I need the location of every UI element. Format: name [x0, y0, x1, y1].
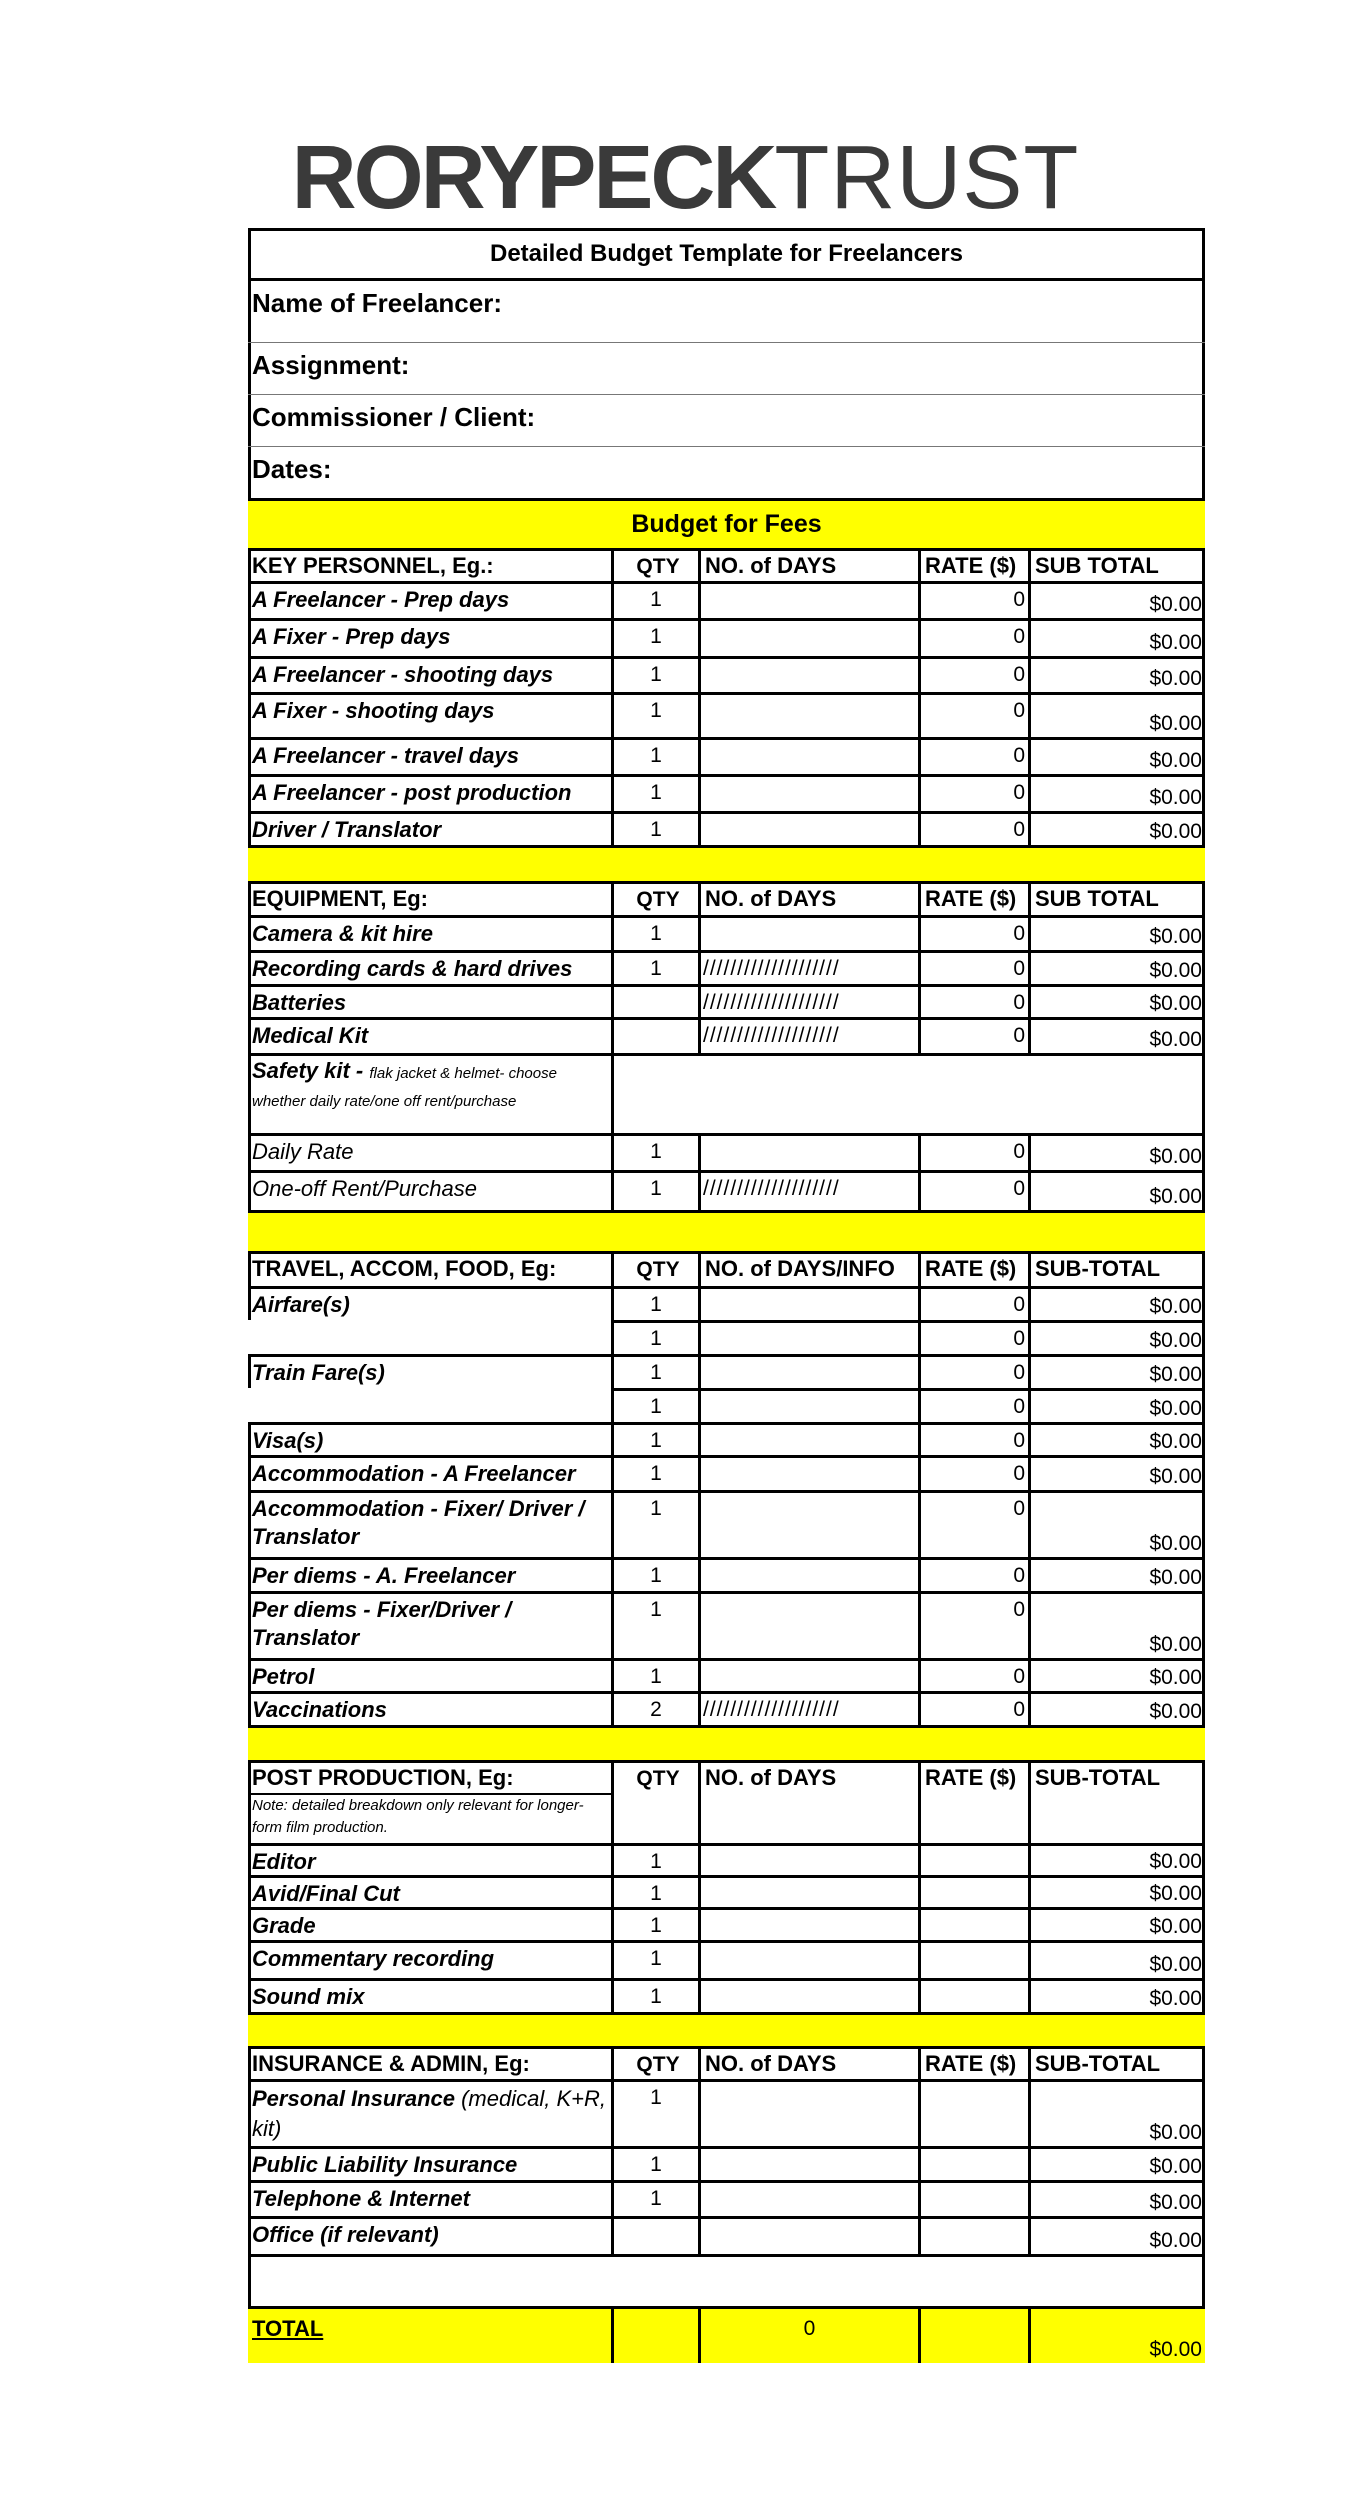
personnel-header-rate: RATE ($) [918, 551, 1028, 581]
subtotal-cell [1028, 1910, 1205, 1940]
rory-peck-trust-logo: RORYPECKTRUST [291, 128, 1080, 228]
equipment-header-subtotal: SUB TOTAL [1028, 884, 1205, 915]
table-row [248, 1455, 1205, 1490]
fees-header: Budget for Fees [631, 510, 822, 538]
days-cell[interactable] [698, 1981, 918, 2012]
qty-cell[interactable]: 1 [611, 918, 698, 950]
subtotal-value: $0.00 [1149, 1532, 1202, 1555]
subtotal-value: $0.00 [1149, 1295, 1202, 1318]
subtotal-value: $0.00 [1149, 2191, 1202, 2214]
table-row [248, 1354, 1205, 1388]
qty-cell[interactable]: 1 [611, 1981, 698, 2012]
subtotal-value: $0.00 [1149, 1465, 1202, 1488]
row-label [248, 1388, 611, 1422]
table-row [248, 2146, 1205, 2180]
row-label: Recording cards & hard drives [252, 956, 573, 981]
table-row [248, 984, 1205, 1017]
subtotal-cell [1028, 953, 1205, 984]
subtotal-cell [1028, 659, 1205, 692]
qty-cell[interactable]: 1 [611, 740, 698, 774]
qty-cell[interactable]: 1 [611, 1458, 698, 1490]
table-row [248, 811, 1205, 845]
subtotal-value: $0.00 [1149, 667, 1202, 690]
row-label: A Freelancer - post production [252, 780, 572, 805]
post-note: Note: detailed breakdown only relevant for longer-form film production. [252, 1797, 584, 1836]
form-field-label: Name of Freelancer: [252, 288, 502, 318]
qty-cell[interactable]: 1 [611, 1173, 698, 1210]
subtotal-cell [1028, 1981, 1205, 2012]
qty-cell[interactable]: 1 [611, 1289, 698, 1320]
row-label: Train Fare(s) [252, 1360, 385, 1385]
qty-cell[interactable]: 1 [611, 584, 698, 618]
qty-cell[interactable]: 1 [611, 1323, 698, 1354]
subtotal-value: $0.00 [1149, 786, 1202, 809]
safety-kit-blank [611, 1056, 1205, 1133]
days-cell[interactable] [698, 777, 918, 811]
rate-cell[interactable] [918, 2219, 1028, 2254]
total-subtotal [1028, 2309, 1205, 2363]
table-row [248, 581, 1205, 618]
subtotal-cell [1028, 740, 1205, 774]
table-row [248, 1907, 1205, 1940]
personnel-header-days: NO. of DAYS [698, 551, 918, 581]
subtotal-value: $0.00 [1149, 2229, 1202, 2252]
days-cell[interactable]: //////////////////// [698, 953, 918, 984]
personal-insurance-note: (medical, K+R, kit) [252, 2086, 606, 2141]
rate-cell[interactable] [918, 2183, 1028, 2216]
days-cell[interactable] [698, 1289, 918, 1320]
rate-cell[interactable]: 0 [918, 953, 1028, 984]
total-qty [611, 2309, 698, 2363]
subtotal-cell [1028, 1020, 1205, 1053]
qty-cell[interactable]: 1 [611, 777, 698, 811]
table-row [248, 774, 1205, 811]
row-label: Visa(s) [252, 1428, 324, 1453]
subtotal-cell [1028, 1323, 1205, 1354]
row-label: Camera & kit hire [252, 921, 433, 946]
fees-header-row [248, 498, 1205, 548]
table-row [248, 1170, 1205, 1210]
subtotal-cell [1028, 1458, 1205, 1490]
days-cell[interactable] [698, 659, 918, 692]
qty-cell[interactable]: 1 [611, 814, 698, 845]
rate-cell[interactable]: 0 [918, 1173, 1028, 1210]
safety-kit-title [248, 1056, 611, 1114]
post-header-qty: QTY [611, 1763, 698, 1843]
table-row [248, 1133, 1205, 1170]
days-cell[interactable] [698, 1391, 918, 1422]
days-cell[interactable] [698, 814, 918, 845]
days-cell[interactable] [698, 2219, 918, 2254]
rate-cell[interactable]: 0 [918, 1661, 1028, 1691]
subtotal-cell [1028, 1661, 1205, 1691]
personnel-header-label: KEY PERSONNEL, Eg.: [252, 553, 494, 578]
row-label: A Fixer - Prep days [252, 624, 451, 649]
subtotal-cell [1028, 987, 1205, 1017]
qty-cell[interactable]: 1 [611, 1943, 698, 1978]
rate-cell[interactable]: 0 [918, 1357, 1028, 1388]
days-cell[interactable] [698, 740, 918, 774]
qty-cell[interactable]: 1 [611, 659, 698, 692]
row-label: Medical Kit [252, 1023, 369, 1048]
row-label: Commentary recording [252, 1946, 495, 1971]
subtotal-cell [1028, 621, 1205, 656]
subtotal-cell [1028, 1357, 1205, 1388]
row-label: Airfare(s) [252, 1292, 350, 1317]
rate-cell[interactable]: 0 [918, 987, 1028, 1017]
subtotal-cell [1028, 695, 1205, 737]
row-label: Telephone & Internet [252, 2186, 470, 2211]
row-label [248, 1320, 611, 1354]
qty-cell[interactable]: 1 [611, 2149, 698, 2180]
subtotal-value: $0.00 [1149, 1397, 1202, 1420]
subtotal-cell [1028, 1391, 1205, 1422]
travel-header [248, 1251, 1205, 1286]
rate-cell[interactable]: 0 [918, 740, 1028, 774]
qty-cell[interactable]: 1 [611, 695, 698, 737]
table-row [248, 950, 1205, 984]
qty-cell[interactable]: 1 [611, 1136, 698, 1170]
qty-cell[interactable]: 1 [611, 1357, 698, 1388]
rate-cell[interactable]: 0 [918, 1594, 1028, 1658]
table-row [248, 1422, 1205, 1455]
safety-kit-name: Safety kit - [252, 1058, 370, 1083]
blank-row [248, 2254, 1205, 2306]
travel-header-subtotal: SUB-TOTAL [1028, 1254, 1205, 1286]
row-label: One-off Rent/Purchase [252, 1176, 478, 1201]
insurance-header-subtotal: SUB-TOTAL [1028, 2049, 1205, 2079]
table-row [248, 1490, 1205, 1557]
rate-cell[interactable]: 0 [918, 777, 1028, 811]
travel-header-days: NO. of DAYS/INFO [698, 1254, 918, 1286]
form-field-label: Commissioner / Client: [252, 402, 536, 432]
days-cell[interactable]: //////////////////// [698, 1694, 918, 1725]
section-divider [248, 1725, 1205, 1760]
rate-cell[interactable] [918, 1943, 1028, 1978]
subtotal-cell [1028, 1594, 1205, 1658]
days-cell[interactable] [698, 621, 918, 656]
qty-cell[interactable] [611, 1020, 698, 1053]
subtotal-cell [1028, 1173, 1205, 1210]
days-cell[interactable] [698, 1136, 918, 1170]
subtotal-value: $0.00 [1149, 712, 1202, 735]
post-header [248, 1760, 1205, 1843]
subtotal-value: $0.00 [1149, 1566, 1202, 1589]
row-label: A Freelancer - Prep days [252, 587, 510, 612]
insurance-header-rate: RATE ($) [918, 2049, 1028, 2079]
days-cell[interactable] [698, 918, 918, 950]
subtotal-cell [1028, 2183, 1205, 2216]
rate-cell[interactable] [918, 1910, 1028, 1940]
days-cell[interactable] [698, 2183, 918, 2216]
subtotal-cell [1028, 2082, 1205, 2146]
rate-cell[interactable] [918, 1846, 1028, 1875]
subtotal-value: $0.00 [1149, 1028, 1202, 1051]
row-label: Office (if relevant) [252, 2222, 439, 2247]
subtotal-value: $0.00 [1149, 1882, 1202, 1905]
row-label: Driver / Translator [252, 817, 442, 842]
days-cell[interactable] [698, 1425, 918, 1455]
subtotal-value: $0.00 [1149, 1666, 1202, 1689]
title-row [248, 230, 1205, 278]
rate-cell[interactable]: 0 [918, 695, 1028, 737]
qty-cell[interactable]: 1 [611, 1846, 698, 1875]
days-cell[interactable] [698, 695, 918, 737]
equipment-header [248, 881, 1205, 915]
table-row [248, 1875, 1205, 1907]
table-row [248, 1658, 1205, 1691]
subtotal-cell [1028, 1493, 1205, 1557]
qty-cell[interactable]: 1 [611, 621, 698, 656]
personal-insurance-name: Personal Insurance [252, 2086, 462, 2111]
row-label: Editor [252, 1849, 316, 1874]
qty-cell[interactable]: 1 [611, 1560, 698, 1591]
days-cell[interactable] [698, 1846, 918, 1875]
subtotal-cell [1028, 1694, 1205, 1725]
days-cell[interactable]: //////////////////// [698, 1173, 918, 1210]
subtotal-value: $0.00 [1149, 593, 1202, 616]
row-label: Daily Rate [252, 1139, 354, 1164]
insurance-header-days: NO. of DAYS [698, 2049, 918, 2079]
rate-cell[interactable]: 0 [918, 1493, 1028, 1557]
subtotal-value: $0.00 [1149, 1953, 1202, 1976]
days-cell[interactable]: //////////////////// [698, 987, 918, 1017]
total-days: 0 [698, 2309, 918, 2363]
travel-header-label: TRAVEL, ACCOM, FOOD, Eg: [252, 1256, 557, 1281]
days-cell[interactable] [698, 1943, 918, 1978]
subtotal-value: $0.00 [1149, 1987, 1202, 2010]
post-header-label [248, 1763, 611, 1843]
personnel-header [248, 548, 1205, 581]
section-divider [248, 2012, 1205, 2046]
subtotal-cell [1028, 777, 1205, 811]
qty-cell[interactable]: 1 [611, 1661, 698, 1691]
subtotal-cell [1028, 2149, 1205, 2180]
personal-insurance-label [248, 2082, 611, 2146]
qty-cell[interactable] [611, 987, 698, 1017]
qty-cell[interactable]: 1 [611, 1493, 698, 1557]
insurance-header [248, 2046, 1205, 2079]
post-header-subtotal: SUB-TOTAL [1028, 1763, 1205, 1843]
row-label: Per diems - Fixer/Driver / Translator [252, 1597, 512, 1650]
equipment-header-rate: RATE ($) [918, 884, 1028, 915]
rate-cell[interactable]: 0 [918, 1694, 1028, 1725]
subtotal-value: $0.00 [1149, 631, 1202, 654]
subtotal-value: $0.00 [1149, 959, 1202, 982]
row-label: Grade [252, 1913, 316, 1938]
subtotal-value: $0.00 [1149, 992, 1202, 1015]
row-label: A Fixer - shooting days [252, 698, 495, 723]
subtotal-cell [1028, 1289, 1205, 1320]
subtotal-cell [1028, 1846, 1205, 1875]
subtotal-value: $0.00 [1149, 1633, 1202, 1656]
days-cell[interactable] [698, 1458, 918, 1490]
rate-cell[interactable] [918, 2149, 1028, 2180]
qty-cell[interactable]: 1 [611, 1425, 698, 1455]
total-subtotal-value: $0.00 [1149, 2338, 1202, 2361]
subtotal-cell [1028, 2219, 1205, 2254]
days-cell[interactable] [698, 1357, 918, 1388]
rate-cell[interactable]: 0 [918, 1458, 1028, 1490]
form-field-row[interactable] [248, 278, 1205, 342]
table-row [248, 737, 1205, 774]
subtotal-value: $0.00 [1149, 1430, 1202, 1453]
travel-header-qty: QTY [611, 1254, 698, 1286]
insurance-header-label: INSURANCE & ADMIN, Eg: [252, 2051, 530, 2076]
days-cell[interactable] [698, 2149, 918, 2180]
subtotal-value: $0.00 [1149, 925, 1202, 948]
days-cell[interactable] [698, 2082, 918, 2146]
rate-cell[interactable]: 0 [918, 918, 1028, 950]
table-row [248, 618, 1205, 656]
days-cell[interactable] [698, 584, 918, 618]
qty-cell[interactable]: 1 [611, 953, 698, 984]
days-cell[interactable] [698, 1493, 918, 1557]
rate-cell[interactable]: 0 [918, 621, 1028, 656]
subtotal-cell [1028, 1943, 1205, 1978]
rate-cell[interactable]: 0 [918, 1289, 1028, 1320]
section-divider [248, 1210, 1205, 1251]
subtotal-value: $0.00 [1149, 820, 1202, 843]
total-row [248, 2306, 1205, 2363]
row-label: Petrol [252, 1664, 315, 1689]
days-cell[interactable] [698, 1661, 918, 1691]
rate-cell[interactable]: 0 [918, 1323, 1028, 1354]
table-row [248, 2180, 1205, 2216]
post-header-rate: RATE ($) [918, 1763, 1028, 1843]
days-cell[interactable] [698, 1323, 918, 1354]
subtotal-value: $0.00 [1149, 1363, 1202, 1386]
travel-header-rate: RATE ($) [918, 1254, 1028, 1286]
subtotal-cell [1028, 1425, 1205, 1455]
row-label: Sound mix [252, 1984, 365, 2009]
equipment-header-qty: QTY [611, 884, 698, 915]
equipment-header-label: EQUIPMENT, Eg: [252, 886, 429, 911]
row-label: Accommodation - A Freelancer [252, 1461, 576, 1486]
table-row [248, 2216, 1205, 2254]
row-label: Accommodation - Fixer/ Driver / Translator [252, 1496, 585, 1549]
post-header-days: NO. of DAYS [698, 1763, 918, 1843]
subtotal-cell [1028, 1878, 1205, 1907]
days-cell[interactable] [698, 1878, 918, 1907]
qty-cell[interactable]: 1 [611, 1878, 698, 1907]
rate-cell[interactable] [918, 1878, 1028, 1907]
row-label: A Freelancer - travel days [252, 743, 519, 768]
rate-cell[interactable] [918, 1981, 1028, 2012]
table-row [248, 1286, 1205, 1320]
subtotal-value: $0.00 [1149, 1700, 1202, 1723]
days-cell[interactable] [698, 1594, 918, 1658]
table-row [248, 1591, 1205, 1658]
table-row [248, 1940, 1205, 1978]
row-label: Avid/Final Cut [252, 1881, 400, 1906]
section-divider [248, 845, 1205, 881]
subtotal-value: $0.00 [1149, 1850, 1202, 1873]
table-row [248, 692, 1205, 737]
table-row [248, 2079, 1205, 2146]
subtotal-value: $0.00 [1149, 1915, 1202, 1938]
table-row [248, 1843, 1205, 1875]
rate-cell[interactable]: 0 [918, 584, 1028, 618]
total-rate [918, 2309, 1028, 2363]
form-field-row[interactable] [248, 342, 1205, 394]
days-cell[interactable] [698, 1560, 918, 1591]
qty-cell[interactable]: 1 [611, 2183, 698, 2216]
row-label: Per diems - A. Freelancer [252, 1563, 516, 1588]
row-label: Batteries [252, 990, 347, 1015]
rate-cell[interactable] [918, 2082, 1028, 2146]
rate-cell[interactable]: 0 [918, 1020, 1028, 1053]
table-row [248, 1388, 1205, 1422]
equipment-header-days: NO. of DAYS [698, 884, 918, 915]
subtotal-cell [1028, 1560, 1205, 1591]
total-label: TOTAL [252, 2316, 324, 2341]
subtotal-value: $0.00 [1149, 749, 1202, 772]
row-label: A Freelancer - shooting days [252, 662, 554, 687]
qty-cell[interactable]: 2 [611, 1694, 698, 1725]
table-row [248, 1978, 1205, 2012]
table-row [248, 1691, 1205, 1725]
form-field-label: Assignment: [252, 350, 410, 380]
table-row [248, 915, 1205, 950]
subtotal-cell [1028, 584, 1205, 618]
rate-cell[interactable]: 0 [918, 1136, 1028, 1170]
post-header-title: POST PRODUCTION, Eg: [248, 1763, 611, 1795]
form-field-row[interactable] [248, 394, 1205, 446]
table-row [248, 1320, 1205, 1354]
days-cell[interactable]: //////////////////// [698, 1020, 918, 1053]
subtotal-cell [1028, 918, 1205, 950]
row-label: Vaccinations [252, 1697, 387, 1722]
rate-cell[interactable]: 0 [918, 659, 1028, 692]
qty-cell[interactable]: 1 [611, 1594, 698, 1658]
subtotal-value: $0.00 [1149, 2121, 1202, 2144]
safety-kit-note: flak jacket & helmet- choose whether daily rate/one off rent/purchase [252, 1065, 557, 1110]
rate-cell[interactable]: 0 [918, 1560, 1028, 1591]
subtotal-cell [1028, 1136, 1205, 1170]
subtotal-value: $0.00 [1149, 1329, 1202, 1352]
rate-cell[interactable]: 0 [918, 1425, 1028, 1455]
page-title: Detailed Budget Template for Freelancers [489, 240, 963, 267]
qty-cell[interactable]: 1 [611, 1910, 698, 1940]
form-field-label: Dates: [252, 454, 332, 484]
qty-cell[interactable] [611, 2219, 698, 2254]
qty-cell[interactable]: 1 [611, 2082, 698, 2146]
subtotal-value: $0.00 [1149, 1145, 1202, 1168]
rate-cell[interactable]: 0 [918, 814, 1028, 845]
subtotal-value: $0.00 [1149, 2155, 1202, 2178]
qty-cell[interactable]: 1 [611, 1391, 698, 1422]
personnel-header-qty: QTY [611, 551, 698, 581]
table-row [248, 656, 1205, 692]
table-row [248, 1017, 1205, 1053]
rate-cell[interactable]: 0 [918, 1391, 1028, 1422]
safety-kit-label [248, 1056, 611, 1133]
insurance-header-qty: QTY [611, 2049, 698, 2079]
personnel-header-subtotal: SUB TOTAL [1028, 551, 1205, 581]
safety-kit-row [248, 1053, 1205, 1133]
days-cell[interactable] [698, 1910, 918, 1940]
form-field-row[interactable] [248, 446, 1205, 498]
row-label: Public Liability Insurance [252, 2152, 518, 2177]
table-row [248, 1557, 1205, 1591]
subtotal-value: $0.00 [1149, 1185, 1202, 1208]
subtotal-cell [1028, 814, 1205, 845]
